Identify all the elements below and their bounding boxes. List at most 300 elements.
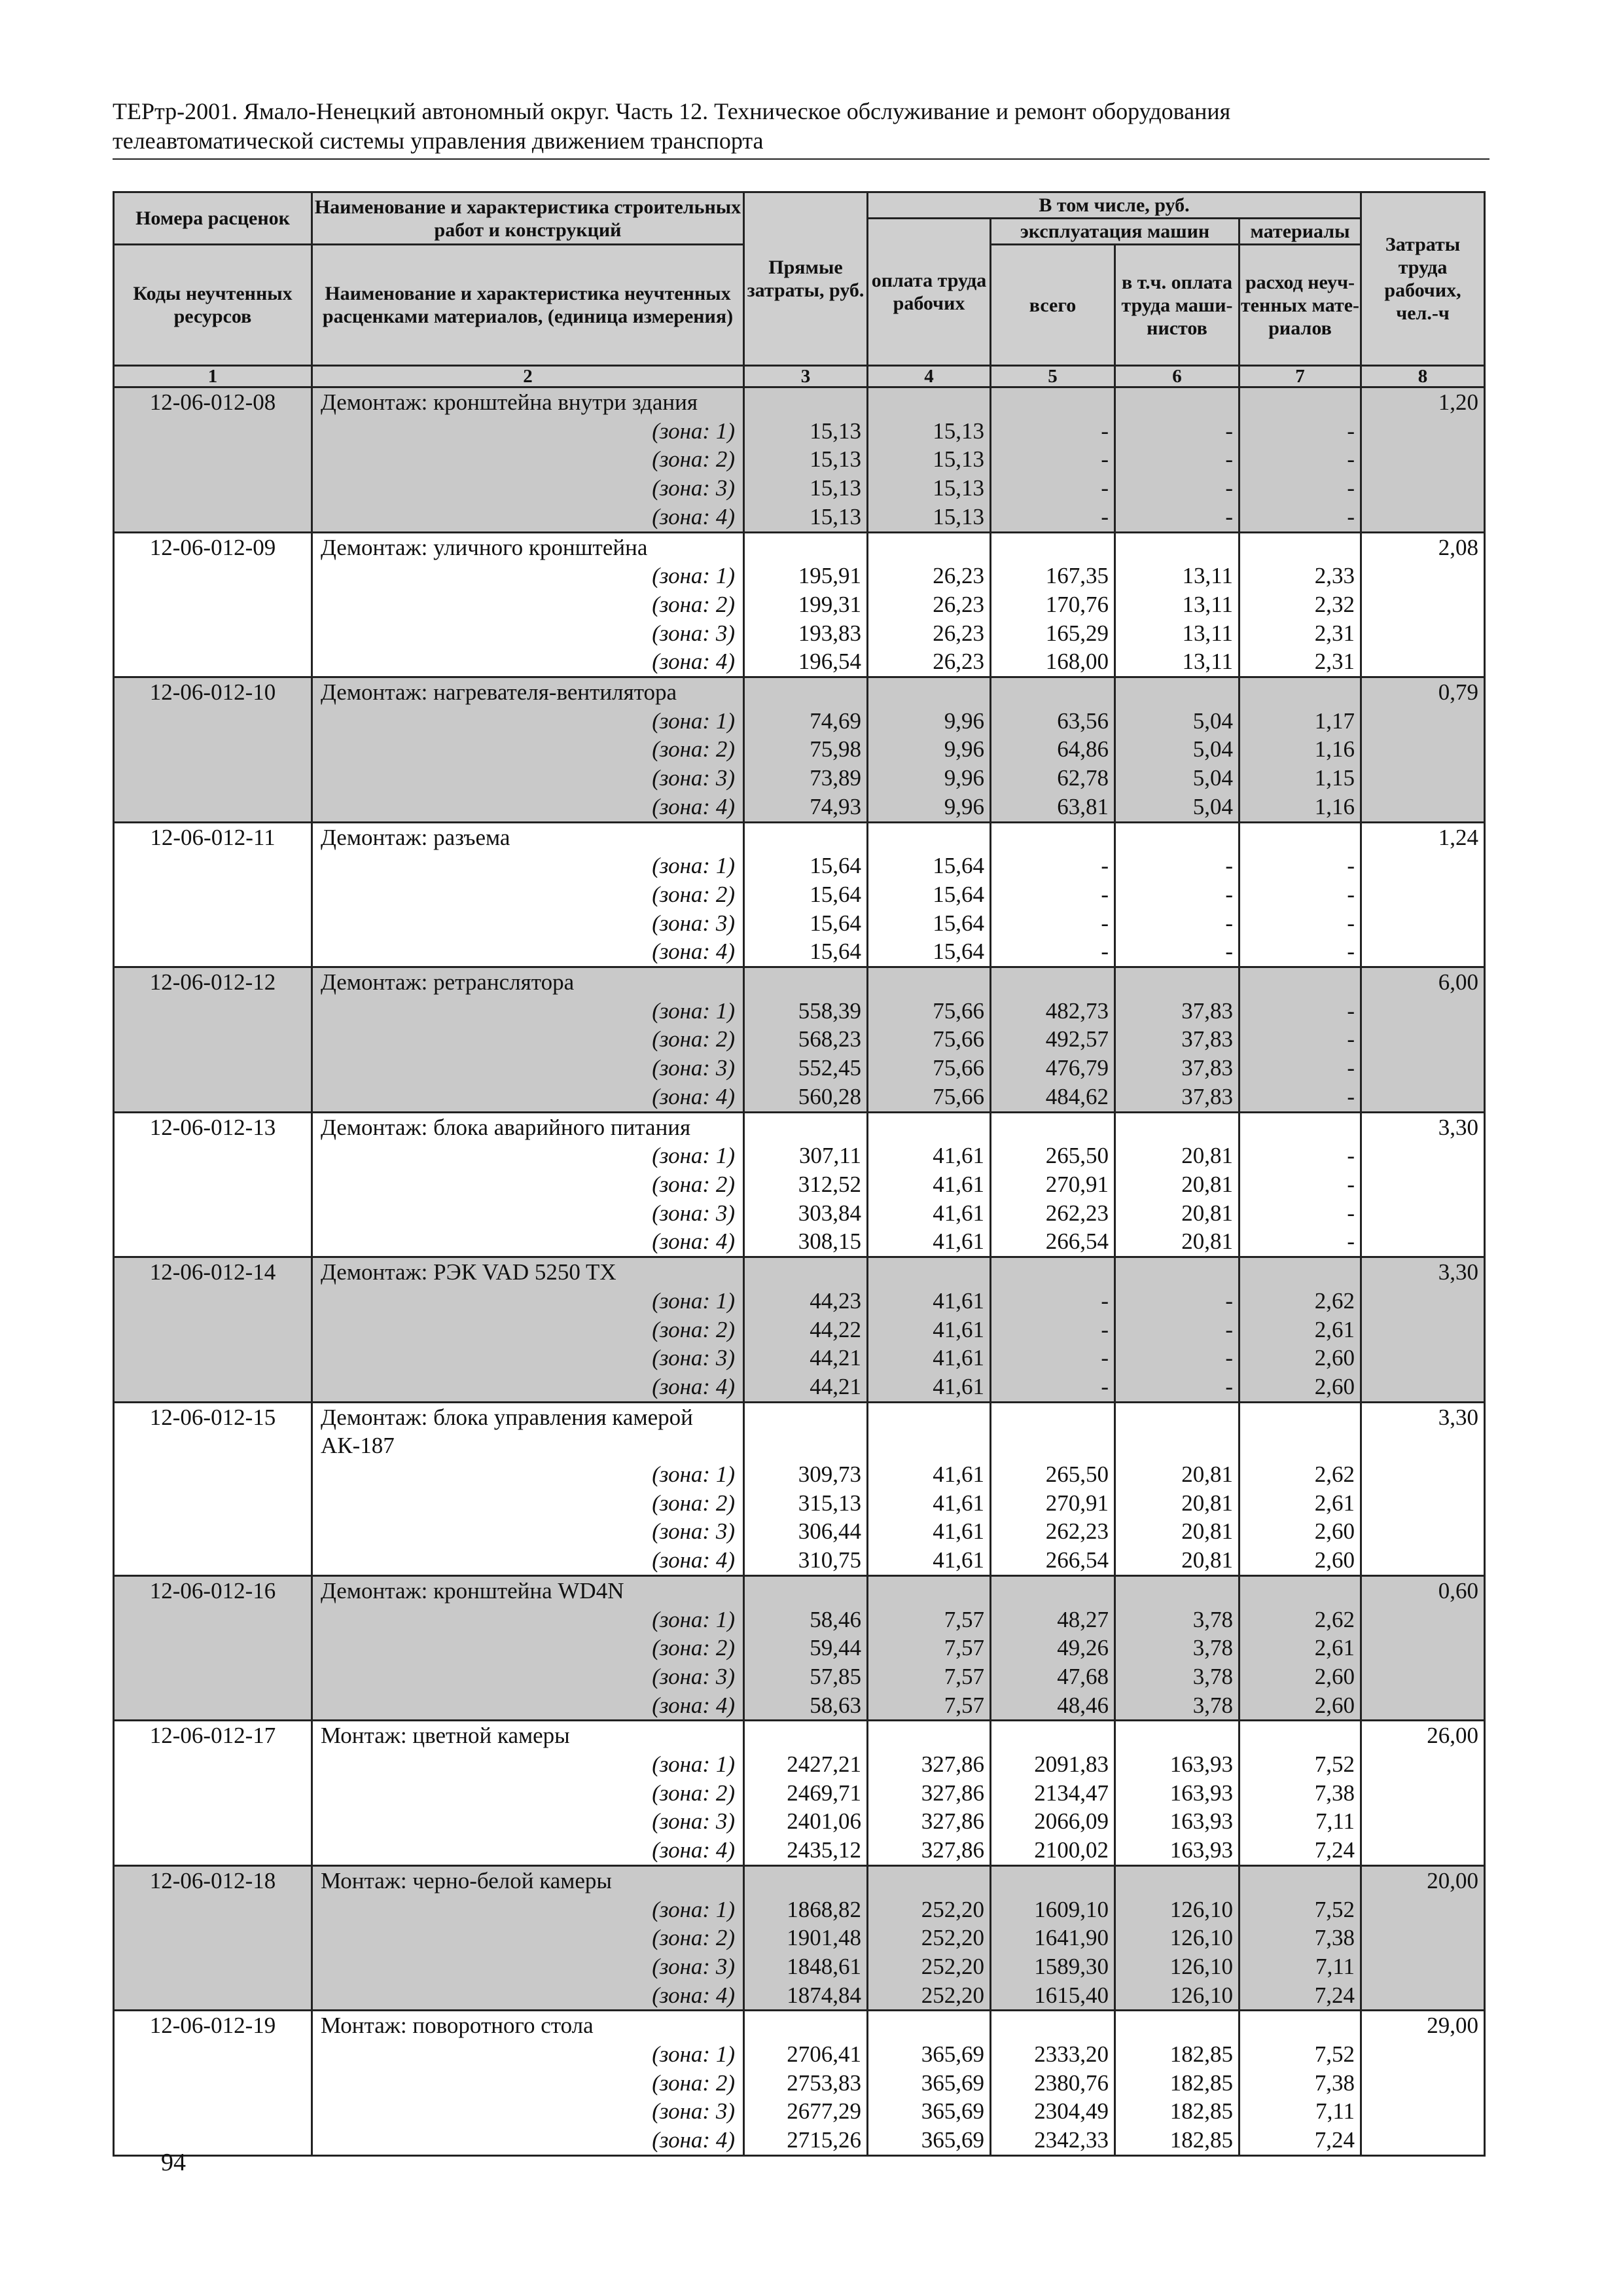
- zone-label: (зона: 2): [312, 1634, 744, 1662]
- machine-total: 2304,49: [991, 2097, 1115, 2126]
- header-line-1: ТЕРтр-2001. Ямало-Ненецкий автономный округ. Часть 12. Техническое обслуживание и ремонт оборудования: [113, 98, 1231, 124]
- machinist-pay: -: [1115, 1344, 1240, 1372]
- machinist-pay: 126,10: [1115, 1981, 1240, 2011]
- zone-label: (зона: 1): [312, 1287, 744, 1316]
- work-name: Монтаж: цветной камеры: [312, 1721, 744, 1750]
- rate-code: 12-06-012-08: [114, 387, 312, 417]
- labor-cost: [1361, 1634, 1485, 1662]
- rate-code: [114, 1750, 312, 1779]
- direct-cost: 558,39: [744, 997, 868, 1026]
- rate-row: [114, 532, 1485, 562]
- zone-row: [114, 417, 1485, 446]
- rate-code: 12-06-012-14: [114, 1257, 312, 1287]
- direct-cost: 15,64: [744, 880, 868, 909]
- rate-code: [114, 1460, 312, 1489]
- labor-pay: 15,64: [868, 909, 991, 938]
- machinist-pay: 20,81: [1115, 1517, 1240, 1546]
- zone-label: (зона: 3): [312, 1807, 744, 1836]
- direct-cost: 58,63: [744, 1691, 868, 1721]
- empty-value: [868, 1575, 991, 1605]
- rate-code: [114, 1779, 312, 1808]
- column-number: 8: [1361, 366, 1485, 387]
- material-cost: -: [1240, 1025, 1361, 1054]
- machine-total: 2342,33: [991, 2126, 1115, 2155]
- labor-pay: 15,13: [868, 417, 991, 446]
- material-cost: 7,11: [1240, 1807, 1361, 1836]
- machinist-pay: -: [1115, 417, 1240, 446]
- zone-label: (зона: 2): [312, 735, 744, 764]
- zone-label: (зона: 4): [312, 647, 744, 677]
- machinist-pay: 126,10: [1115, 1924, 1240, 1952]
- zone-row: [114, 1750, 1485, 1779]
- zone-label: (зона: 2): [312, 445, 744, 474]
- material-cost: 7,52: [1240, 2040, 1361, 2069]
- direct-cost: 193,83: [744, 619, 868, 648]
- rate-code: [114, 562, 312, 590]
- rate-code: [114, 1141, 312, 1170]
- header-labor-costs: Затраты труда рабочих, чел.-ч: [1361, 192, 1485, 366]
- rate-code: 12-06-012-17: [114, 1721, 312, 1750]
- empty-value: [868, 2011, 991, 2040]
- zone-label: (зона: 3): [312, 1952, 744, 1981]
- empty-value: [744, 1721, 868, 1750]
- labor-cost: [1361, 1605, 1485, 1634]
- machinist-pay: -: [1115, 1316, 1240, 1344]
- labor-pay: 75,66: [868, 997, 991, 1026]
- machinist-pay: 3,78: [1115, 1605, 1240, 1634]
- zone-label: (зона: 2): [312, 880, 744, 909]
- machinist-pay: 5,04: [1115, 735, 1240, 764]
- rate-code: 12-06-012-09: [114, 532, 312, 562]
- labor-pay: 41,61: [868, 1170, 991, 1199]
- rate-code: [114, 707, 312, 736]
- machine-total: -: [991, 1372, 1115, 1402]
- zone-row: [114, 1691, 1485, 1721]
- labor-cost: [1361, 793, 1485, 822]
- rate-row: [114, 1112, 1485, 1141]
- rate-row: [114, 967, 1485, 997]
- zone-label: (зона: 1): [312, 707, 744, 736]
- rate-code: [114, 735, 312, 764]
- labor-cost: [1361, 1431, 1485, 1460]
- labor-pay: 7,57: [868, 1691, 991, 1721]
- material-cost: 2,31: [1240, 647, 1361, 677]
- zone-row: [114, 1895, 1485, 1924]
- material-cost: 7,11: [1240, 1952, 1361, 1981]
- direct-cost: 15,64: [744, 937, 868, 967]
- direct-cost: 199,31: [744, 590, 868, 619]
- empty-value: [868, 1402, 991, 1431]
- direct-cost: 306,44: [744, 1517, 868, 1546]
- empty-value: [868, 967, 991, 997]
- empty-value: [1240, 1865, 1361, 1895]
- material-cost: 2,60: [1240, 1517, 1361, 1546]
- rate-code: [114, 1025, 312, 1054]
- labor-cost: [1361, 1546, 1485, 1575]
- machine-total: 168,00: [991, 647, 1115, 677]
- empty-value: [1115, 1112, 1240, 1141]
- zone-row: [114, 445, 1485, 474]
- zone-row: [114, 474, 1485, 503]
- labor-cost: [1361, 1141, 1485, 1170]
- empty-value: [1240, 1257, 1361, 1287]
- rate-code: [114, 1083, 312, 1112]
- zone-label: (зона: 4): [312, 2126, 744, 2155]
- direct-cost: 1848,61: [744, 1952, 868, 1981]
- rate-row: [114, 387, 1485, 417]
- machinist-pay: 37,83: [1115, 1025, 1240, 1054]
- labor-pay: 252,20: [868, 1981, 991, 2011]
- empty-value: [1115, 1431, 1240, 1460]
- zone-label: (зона: 4): [312, 1372, 744, 1402]
- material-cost: 2,32: [1240, 590, 1361, 619]
- labor-cost: 0,60: [1361, 1575, 1485, 1605]
- zone-row: [114, 1779, 1485, 1808]
- empty-value: [1115, 1257, 1240, 1287]
- machine-total: -: [991, 474, 1115, 503]
- material-cost: -: [1240, 852, 1361, 880]
- labor-cost: [1361, 880, 1485, 909]
- machine-total: 492,57: [991, 1025, 1115, 1054]
- machine-total: 1609,10: [991, 1895, 1115, 1924]
- labor-cost: [1361, 735, 1485, 764]
- material-cost: 2,61: [1240, 1634, 1361, 1662]
- zone-row: [114, 647, 1485, 677]
- empty-value: [1115, 822, 1240, 852]
- machine-total: 2100,02: [991, 1836, 1115, 1865]
- labor-cost: [1361, 562, 1485, 590]
- work-name: АК-187: [312, 1431, 744, 1460]
- labor-pay: 41,61: [868, 1316, 991, 1344]
- rate-code: [114, 1316, 312, 1344]
- empty-value: [991, 677, 1115, 707]
- machinist-pay: -: [1115, 937, 1240, 967]
- rate-code: [114, 619, 312, 648]
- machine-total: -: [991, 937, 1115, 967]
- empty-value: [744, 1112, 868, 1141]
- zone-row: [114, 1836, 1485, 1865]
- header-machine-operation: эксплуатация машин: [991, 219, 1240, 245]
- zone-row: [114, 2126, 1485, 2155]
- labor-pay: 365,69: [868, 2069, 991, 2098]
- empty-value: [868, 1431, 991, 1460]
- labor-cost: [1361, 1460, 1485, 1489]
- machinist-pay: 126,10: [1115, 1895, 1240, 1924]
- rate-code: [114, 647, 312, 677]
- rate-code: [114, 1227, 312, 1257]
- direct-cost: 2715,26: [744, 2126, 868, 2155]
- machinist-pay: -: [1115, 909, 1240, 938]
- machinist-pay: -: [1115, 1372, 1240, 1402]
- labor-cost: [1361, 937, 1485, 967]
- rate-code: [114, 590, 312, 619]
- zone-row: [114, 1981, 1485, 2011]
- material-cost: 1,17: [1240, 707, 1361, 736]
- labor-cost: 29,00: [1361, 2011, 1485, 2040]
- zone-row: [114, 1517, 1485, 1546]
- labor-cost: [1361, 1952, 1485, 1981]
- empty-value: [991, 1402, 1115, 1431]
- labor-pay: 26,23: [868, 647, 991, 677]
- zone-row: [114, 2040, 1485, 2069]
- rate-row: [114, 2011, 1485, 2040]
- work-name: Демонтаж: нагревателя-вентилятора: [312, 677, 744, 707]
- labor-pay: 75,66: [868, 1083, 991, 1112]
- zone-label: (зона: 1): [312, 852, 744, 880]
- direct-cost: 15,13: [744, 445, 868, 474]
- zone-row: [114, 1807, 1485, 1836]
- labor-pay: 15,13: [868, 474, 991, 503]
- labor-cost: [1361, 1895, 1485, 1924]
- labor-cost: [1361, 1981, 1485, 2011]
- machinist-pay: 13,11: [1115, 647, 1240, 677]
- labor-pay: 327,86: [868, 1779, 991, 1808]
- labor-pay: 41,61: [868, 1372, 991, 1402]
- empty-value: [744, 1865, 868, 1895]
- labor-pay: 26,23: [868, 590, 991, 619]
- direct-cost: 303,84: [744, 1199, 868, 1228]
- machine-total: -: [991, 909, 1115, 938]
- zone-label: (зона: 2): [312, 590, 744, 619]
- column-number: 2: [312, 366, 744, 387]
- material-cost: 2,62: [1240, 1460, 1361, 1489]
- direct-cost: 2469,71: [744, 1779, 868, 1808]
- empty-value: [868, 1257, 991, 1287]
- empty-value: [868, 1721, 991, 1750]
- machinist-pay: 163,93: [1115, 1750, 1240, 1779]
- direct-cost: 44,21: [744, 1372, 868, 1402]
- empty-value: [991, 1431, 1115, 1460]
- direct-cost: 2677,29: [744, 2097, 868, 2126]
- zone-row: [114, 1662, 1485, 1691]
- zone-row: [114, 1227, 1485, 1257]
- zone-row: [114, 937, 1485, 967]
- zone-row: [114, 1287, 1485, 1316]
- material-cost: -: [1240, 1227, 1361, 1257]
- direct-cost: 1901,48: [744, 1924, 868, 1952]
- labor-cost: [1361, 764, 1485, 793]
- machine-total: 1641,90: [991, 1924, 1115, 1952]
- machine-total: 48,46: [991, 1691, 1115, 1721]
- rate-code: [114, 1924, 312, 1952]
- column-number: 1: [114, 366, 312, 387]
- rate-code: [114, 1691, 312, 1721]
- labor-pay: 327,86: [868, 1750, 991, 1779]
- empty-value: [991, 822, 1115, 852]
- direct-cost: 560,28: [744, 1083, 868, 1112]
- direct-cost: 57,85: [744, 1662, 868, 1691]
- zone-label: (зона: 1): [312, 1460, 744, 1489]
- labor-pay: 365,69: [868, 2040, 991, 2069]
- zone-label: (зона: 1): [312, 997, 744, 1026]
- empty-value: [1115, 1865, 1240, 1895]
- labor-pay: 252,20: [868, 1895, 991, 1924]
- labor-cost: 2,08: [1361, 532, 1485, 562]
- zone-row: [114, 880, 1485, 909]
- rate-code: [114, 1199, 312, 1228]
- empty-value: [1240, 532, 1361, 562]
- material-cost: 1,15: [1240, 764, 1361, 793]
- labor-cost: [1361, 647, 1485, 677]
- machine-total: 266,54: [991, 1546, 1115, 1575]
- zone-row: [114, 1952, 1485, 1981]
- material-cost: 2,60: [1240, 1344, 1361, 1372]
- machinist-pay: 5,04: [1115, 764, 1240, 793]
- machinist-pay: -: [1115, 852, 1240, 880]
- labor-pay: 15,64: [868, 937, 991, 967]
- machinist-pay: 182,85: [1115, 2040, 1240, 2069]
- rate-code: 12-06-012-15: [114, 1402, 312, 1431]
- direct-cost: 74,93: [744, 793, 868, 822]
- rate-code: [114, 793, 312, 822]
- direct-cost: 15,13: [744, 417, 868, 446]
- labor-cost: [1361, 997, 1485, 1026]
- zone-label: (зона: 1): [312, 2040, 744, 2069]
- direct-cost: 44,23: [744, 1287, 868, 1316]
- column-number: 3: [744, 366, 868, 387]
- labor-pay: 327,86: [868, 1807, 991, 1836]
- labor-cost: [1361, 2069, 1485, 2098]
- empty-value: [1240, 1112, 1361, 1141]
- direct-cost: 2753,83: [744, 2069, 868, 2098]
- empty-value: [1115, 387, 1240, 417]
- material-cost: 7,11: [1240, 2097, 1361, 2126]
- rate-row: [114, 1721, 1485, 1750]
- zone-row: [114, 590, 1485, 619]
- material-cost: 7,52: [1240, 1750, 1361, 1779]
- zone-label: (зона: 3): [312, 909, 744, 938]
- empty-value: [1115, 1721, 1240, 1750]
- machine-total: 262,23: [991, 1199, 1115, 1228]
- empty-value: [744, 967, 868, 997]
- labor-cost: [1361, 1170, 1485, 1199]
- machinist-pay: 182,85: [1115, 2126, 1240, 2155]
- labor-cost: [1361, 1750, 1485, 1779]
- machinist-pay: 20,81: [1115, 1170, 1240, 1199]
- material-cost: 7,38: [1240, 1924, 1361, 1952]
- machine-total: 270,91: [991, 1489, 1115, 1518]
- rate-code: [114, 2040, 312, 2069]
- direct-cost: 15,64: [744, 909, 868, 938]
- machinist-pay: 37,83: [1115, 997, 1240, 1026]
- direct-cost: 308,15: [744, 1227, 868, 1257]
- empty-value: [1240, 967, 1361, 997]
- empty-value: [744, 1257, 868, 1287]
- labor-cost: [1361, 1779, 1485, 1808]
- empty-value: [991, 1257, 1115, 1287]
- labor-pay: 41,61: [868, 1287, 991, 1316]
- rate-code: [114, 1489, 312, 1518]
- rate-code: [114, 997, 312, 1026]
- empty-value: [868, 677, 991, 707]
- zone-row: [114, 735, 1485, 764]
- zone-label: (зона: 3): [312, 474, 744, 503]
- labor-cost: [1361, 1025, 1485, 1054]
- zone-label: (зона: 3): [312, 764, 744, 793]
- rate-code: 12-06-012-10: [114, 677, 312, 707]
- column-number: 4: [868, 366, 991, 387]
- labor-pay: 252,20: [868, 1952, 991, 1981]
- empty-value: [868, 1112, 991, 1141]
- zone-row: [114, 793, 1485, 822]
- rate-row: [114, 1402, 1485, 1431]
- direct-cost: 15,64: [744, 852, 868, 880]
- material-cost: -: [1240, 1083, 1361, 1112]
- page-number: 94: [161, 2149, 186, 2176]
- zone-label: (зона: 2): [312, 1779, 744, 1808]
- machine-total: 64,86: [991, 735, 1115, 764]
- header-divider: [113, 158, 1489, 160]
- empty-value: [744, 1431, 868, 1460]
- rate-code: [114, 417, 312, 446]
- direct-cost: 74,69: [744, 707, 868, 736]
- rate-code: [114, 474, 312, 503]
- machine-total: 167,35: [991, 562, 1115, 590]
- column-number: 7: [1240, 366, 1361, 387]
- machinist-pay: 37,83: [1115, 1054, 1240, 1083]
- machinist-pay: 13,11: [1115, 590, 1240, 619]
- header-labor-pay: оплата труда рабочих: [868, 219, 991, 366]
- labor-cost: [1361, 1199, 1485, 1228]
- zone-label: (зона: 4): [312, 793, 744, 822]
- rate-code: [114, 1372, 312, 1402]
- direct-cost: 73,89: [744, 764, 868, 793]
- labor-pay: 7,57: [868, 1634, 991, 1662]
- labor-pay: 15,13: [868, 445, 991, 474]
- rate-code: 12-06-012-16: [114, 1575, 312, 1605]
- material-cost: -: [1240, 1199, 1361, 1228]
- labor-pay: 15,64: [868, 852, 991, 880]
- zone-label: (зона: 3): [312, 1054, 744, 1083]
- machine-total: 2333,20: [991, 2040, 1115, 2069]
- material-cost: 7,24: [1240, 1981, 1361, 2011]
- empty-value: [744, 1575, 868, 1605]
- labor-cost: [1361, 2126, 1485, 2155]
- material-cost: -: [1240, 1054, 1361, 1083]
- material-cost: -: [1240, 1170, 1361, 1199]
- material-cost: -: [1240, 445, 1361, 474]
- machinist-pay: -: [1115, 1287, 1240, 1316]
- direct-cost: 15,13: [744, 474, 868, 503]
- machinist-pay: 13,11: [1115, 619, 1240, 648]
- rate-code: [114, 1895, 312, 1924]
- machinist-pay: -: [1115, 445, 1240, 474]
- rate-code: [114, 1981, 312, 2011]
- labor-cost: [1361, 909, 1485, 938]
- labor-pay: 75,66: [868, 1054, 991, 1083]
- column-number-row: [114, 366, 1485, 387]
- rate-code: [114, 445, 312, 474]
- direct-cost: 59,44: [744, 1634, 868, 1662]
- empty-value: [1240, 1721, 1361, 1750]
- zone-row: [114, 1141, 1485, 1170]
- material-cost: -: [1240, 937, 1361, 967]
- rate-code: [114, 1546, 312, 1575]
- direct-cost: 15,13: [744, 503, 868, 532]
- rate-code: 12-06-012-13: [114, 1112, 312, 1141]
- rates-table-wrapper: [113, 191, 1484, 2157]
- labor-cost: [1361, 1316, 1485, 1344]
- machinist-pay: 163,93: [1115, 1779, 1240, 1808]
- material-cost: -: [1240, 880, 1361, 909]
- rate-row: [114, 822, 1485, 852]
- work-name: Демонтаж: блока управления камерой: [312, 1402, 744, 1431]
- machine-total: 265,50: [991, 1460, 1115, 1489]
- machinist-pay: 13,11: [1115, 562, 1240, 590]
- zone-row: [114, 1924, 1485, 1952]
- machine-total: 266,54: [991, 1227, 1115, 1257]
- machine-total: -: [991, 880, 1115, 909]
